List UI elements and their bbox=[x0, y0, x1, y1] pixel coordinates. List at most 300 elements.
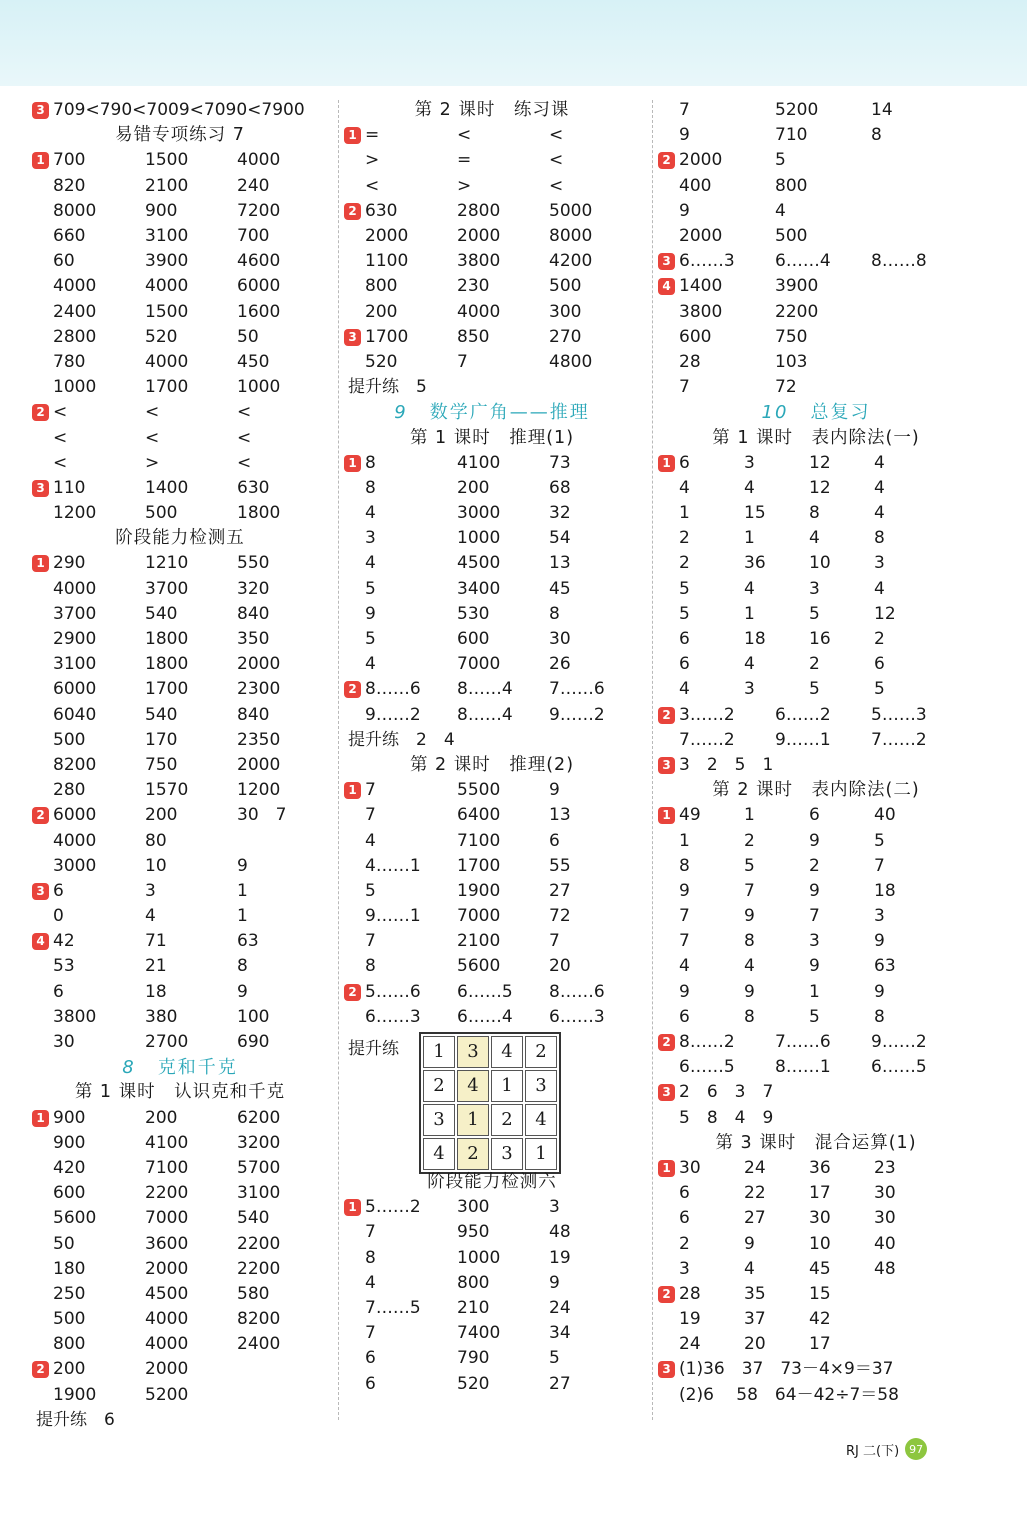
extension-exercise: 提升练 bbox=[348, 1038, 399, 1059]
answer-value: 4500 bbox=[145, 1283, 189, 1304]
section-heading: 第 1 课时 表内除法(一) bbox=[712, 427, 920, 448]
question-number-badge: 3 bbox=[658, 1084, 675, 1101]
answer-row bbox=[30, 1231, 330, 1256]
answer-value: 5……3 bbox=[871, 704, 927, 725]
answer-row bbox=[342, 1220, 642, 1245]
answer-value: 200 bbox=[457, 477, 490, 498]
question-number-badge: 2 bbox=[32, 1361, 49, 1378]
answer-value: 6040 bbox=[53, 704, 97, 725]
answer-value: 19 bbox=[679, 1309, 701, 1330]
answer-value: 63 bbox=[237, 931, 259, 952]
header-banner bbox=[0, 0, 1027, 86]
answer-value: 2100 bbox=[457, 931, 501, 952]
answer-value: 8000 bbox=[53, 200, 97, 221]
answer-value: > bbox=[457, 175, 472, 196]
answer-value: 350 bbox=[237, 629, 270, 650]
answer-row bbox=[656, 904, 976, 929]
answer-value: 9 bbox=[809, 880, 820, 901]
answer-row bbox=[30, 1383, 330, 1408]
answer-row bbox=[656, 476, 976, 501]
answer-row bbox=[30, 1307, 330, 1332]
answer-row bbox=[30, 879, 330, 904]
answer-value: 20 bbox=[744, 1334, 766, 1355]
answer-value: 1500 bbox=[145, 150, 189, 171]
answer-value: 5 bbox=[809, 679, 820, 700]
answer-value: 68 bbox=[549, 477, 571, 498]
answer-row bbox=[30, 148, 330, 173]
answer-value: 6……2 bbox=[775, 704, 831, 725]
answer-value: 4 bbox=[365, 553, 376, 574]
answer-value: 3800 bbox=[457, 251, 501, 272]
answer-value: > bbox=[145, 452, 160, 473]
question-number-badge: 3 bbox=[32, 883, 49, 900]
answer-value: 540 bbox=[145, 603, 178, 624]
answer-value: 1700 bbox=[365, 326, 409, 347]
answer-value: 2000 bbox=[679, 226, 723, 247]
answer-value: 18 bbox=[744, 629, 766, 650]
answer-value: < bbox=[237, 402, 252, 423]
answer-value: 8 bbox=[874, 1006, 885, 1027]
answer-value: 28 bbox=[679, 351, 701, 372]
answer-row bbox=[656, 1181, 976, 1206]
answer-value: 10 bbox=[145, 855, 167, 876]
answer-value: 27 bbox=[549, 880, 571, 901]
answer-row bbox=[30, 677, 330, 702]
answer-value: 1500 bbox=[145, 301, 189, 322]
answer-value: 4000 bbox=[457, 301, 501, 322]
answer-row bbox=[30, 652, 330, 677]
answer-value: 17 bbox=[809, 1183, 831, 1204]
answer-value: 1000 bbox=[457, 1247, 501, 1268]
answer-value: 1570 bbox=[145, 780, 189, 801]
answer-row bbox=[342, 224, 642, 249]
question-number-badge: 4 bbox=[658, 278, 675, 295]
answer-value: 36 bbox=[809, 1157, 831, 1178]
answer-value: 4 bbox=[874, 477, 885, 498]
column-divider bbox=[652, 100, 653, 1420]
answer-value: 5……6 bbox=[365, 981, 421, 1002]
answer-row bbox=[30, 501, 330, 526]
answer-value: 6 bbox=[679, 1183, 690, 1204]
answer-value: 240 bbox=[237, 175, 270, 196]
answer-value: 1 bbox=[744, 603, 755, 624]
answer-value: 300 bbox=[457, 1197, 490, 1218]
answer-value: 170 bbox=[145, 729, 178, 750]
answer-row bbox=[342, 854, 642, 879]
answer-value: 2 bbox=[679, 528, 690, 549]
answer-row bbox=[342, 677, 642, 702]
grid-cell: 1 bbox=[457, 1104, 489, 1136]
answer-value: 9……2 bbox=[365, 704, 421, 725]
answer-value: 4 bbox=[744, 654, 755, 675]
answer-value: 8 bbox=[365, 452, 376, 473]
answer-value: 5500 bbox=[457, 780, 501, 801]
extension-exercise: 提升练 2 4 bbox=[348, 729, 455, 750]
answer-value: < bbox=[549, 175, 564, 196]
answer-row bbox=[30, 753, 330, 778]
answer-row bbox=[30, 375, 330, 400]
answer-value: 4 bbox=[744, 578, 755, 599]
answer-value: 0 bbox=[53, 906, 64, 927]
answer-value: 9 bbox=[549, 780, 560, 801]
answer-value: 4 bbox=[679, 679, 690, 700]
grid-cell: 4 bbox=[423, 1138, 455, 1170]
answer-value: 2 bbox=[809, 654, 820, 675]
answer-value: < bbox=[145, 427, 160, 448]
answer-row bbox=[656, 199, 976, 224]
answer-row bbox=[656, 677, 976, 702]
answer-value: 9 bbox=[365, 603, 376, 624]
answer-value: 1400 bbox=[145, 477, 189, 498]
answer-value: = bbox=[457, 150, 472, 171]
answer-value: 6 bbox=[809, 805, 820, 826]
answer-value: 2200 bbox=[775, 301, 819, 322]
answer-value: 3 bbox=[679, 1258, 690, 1279]
answer-row bbox=[30, 350, 330, 375]
answer-value: 1700 bbox=[457, 855, 501, 876]
answer-value: 24 bbox=[744, 1157, 766, 1178]
answer-row bbox=[656, 1055, 976, 1080]
answer-row bbox=[342, 577, 642, 602]
extension-exercise: 提升练 5 bbox=[348, 377, 427, 398]
answer-value: < bbox=[53, 427, 68, 448]
answer-value: 580 bbox=[237, 1283, 270, 1304]
answer-value: 6……5 bbox=[457, 981, 513, 1002]
answer-value: < bbox=[549, 150, 564, 171]
answer-value: 17 bbox=[809, 1334, 831, 1355]
answer-value: 9 bbox=[679, 981, 690, 1002]
answer-value: 500 bbox=[53, 729, 86, 750]
answer-value: 5700 bbox=[237, 1157, 281, 1178]
answer-row bbox=[30, 400, 330, 425]
grid-cell: 4 bbox=[525, 1104, 557, 1136]
question-number-badge: 3 bbox=[32, 102, 49, 119]
answer-value: 8 bbox=[549, 603, 560, 624]
answer-column-1 bbox=[30, 98, 330, 1433]
answer-value: 1 bbox=[679, 503, 690, 524]
answer-row bbox=[30, 929, 330, 954]
answer-value: 24 bbox=[679, 1334, 701, 1355]
answer-value: < bbox=[237, 452, 252, 473]
answer-row bbox=[656, 551, 976, 576]
answer-value: 1000 bbox=[457, 528, 501, 549]
answer-value: 7 bbox=[744, 880, 755, 901]
answer-value: 9……1 bbox=[775, 729, 831, 750]
answer-value: 530 bbox=[457, 603, 490, 624]
answer-value: 180 bbox=[53, 1258, 86, 1279]
answer-value: 1700 bbox=[145, 377, 189, 398]
answer-row bbox=[30, 703, 330, 728]
answer-value: 3 bbox=[744, 452, 755, 473]
answer-row bbox=[30, 1106, 330, 1131]
answer-value: 600 bbox=[53, 1183, 86, 1204]
answer-value: 700 bbox=[53, 150, 86, 171]
answer-value: 10 bbox=[809, 553, 831, 574]
answer-value: 30 bbox=[809, 1208, 831, 1229]
answer-value: 3600 bbox=[145, 1233, 189, 1254]
answer-row bbox=[30, 980, 330, 1005]
answer-value: 6 bbox=[679, 654, 690, 675]
answer-value: 2800 bbox=[457, 200, 501, 221]
answer-value: 5000 bbox=[549, 200, 593, 221]
answer-value: 72 bbox=[775, 377, 797, 398]
answer-value: 800 bbox=[457, 1272, 490, 1293]
answer-value: 4000 bbox=[53, 830, 97, 851]
answer-value: 1210 bbox=[145, 553, 189, 574]
answer-value: 8000 bbox=[549, 226, 593, 247]
answer-value: 8 bbox=[679, 855, 690, 876]
answer-value: 820 bbox=[53, 175, 86, 196]
answer-row bbox=[656, 148, 976, 173]
answer-row bbox=[342, 199, 642, 224]
answer-value: 520 bbox=[145, 326, 178, 347]
answer-row bbox=[656, 980, 976, 1005]
answer-value: 4000 bbox=[53, 276, 97, 297]
answer-row bbox=[30, 425, 330, 450]
answer-value: 3 bbox=[549, 1197, 560, 1218]
answer-value: 4100 bbox=[145, 1132, 189, 1153]
answer-row bbox=[656, 224, 976, 249]
answer-value: 4600 bbox=[237, 251, 281, 272]
answer-row bbox=[342, 300, 642, 325]
answer-value: 7 bbox=[679, 377, 690, 398]
answer-row bbox=[30, 199, 330, 224]
answer-value: 100 bbox=[237, 1006, 270, 1027]
answer-value: 60 bbox=[53, 251, 75, 272]
answer-value: 8 bbox=[744, 931, 755, 952]
answer-row bbox=[30, 854, 330, 879]
answer-value: 4 bbox=[874, 578, 885, 599]
answer-row bbox=[30, 476, 330, 501]
answer-value: 7400 bbox=[457, 1323, 501, 1344]
answer-value: 71 bbox=[145, 931, 167, 952]
answer-row bbox=[656, 325, 976, 350]
extension-exercise: 提升练 6 bbox=[36, 1409, 115, 1430]
question-number-badge: 2 bbox=[32, 807, 49, 824]
answer-value: 5……2 bbox=[365, 1197, 421, 1218]
answer-value: 630 bbox=[237, 477, 270, 498]
answer-value: 900 bbox=[53, 1132, 86, 1153]
question-number-badge: 3 bbox=[658, 1361, 675, 1378]
answer-value: 4000 bbox=[145, 351, 189, 372]
answer-value: 2300 bbox=[237, 679, 281, 700]
chapter-heading bbox=[342, 400, 642, 425]
answer-value: 200 bbox=[145, 805, 178, 826]
answer-value: 500 bbox=[145, 503, 178, 524]
answer-value: 2 bbox=[874, 629, 885, 650]
answer-value: 1 bbox=[237, 906, 248, 927]
answer-value: 500 bbox=[53, 1309, 86, 1330]
answer-value: 40 bbox=[874, 1233, 896, 1254]
answer-row bbox=[342, 703, 642, 728]
answer-value: 8……1 bbox=[775, 1057, 831, 1078]
answer-row bbox=[342, 1371, 642, 1396]
answer-row bbox=[656, 929, 976, 954]
answer-value: 850 bbox=[457, 326, 490, 347]
answer-value: 7 bbox=[365, 931, 376, 952]
grid-cell: 2 bbox=[423, 1070, 455, 1102]
answer-row bbox=[656, 803, 976, 828]
answer-row bbox=[342, 1195, 642, 1220]
answer-value: 20 bbox=[549, 956, 571, 977]
answer-value: 8……6 bbox=[365, 679, 421, 700]
answer-value: 709<790<7009<7090<7900 bbox=[53, 100, 305, 121]
answer-value: 7 bbox=[457, 351, 468, 372]
answer-value: < bbox=[53, 402, 68, 423]
answer-value: 230 bbox=[457, 276, 490, 297]
answer-value: 13 bbox=[549, 553, 571, 574]
answer-row bbox=[656, 1030, 976, 1055]
answer-value: 24 bbox=[549, 1297, 571, 1318]
answer-value: 13 bbox=[549, 805, 571, 826]
answer-value: 30 bbox=[874, 1208, 896, 1229]
answer-row bbox=[30, 98, 330, 123]
answer-value: 3000 bbox=[53, 855, 97, 876]
answer-row bbox=[656, 300, 976, 325]
answer-value: 9 bbox=[237, 855, 248, 876]
answer-value: 2000 bbox=[679, 150, 723, 171]
grid-cell: 3 bbox=[525, 1070, 557, 1102]
answer-value: 9 bbox=[809, 956, 820, 977]
answer-value: 7 bbox=[549, 931, 560, 952]
answer-value: 6 bbox=[679, 1208, 690, 1229]
answer-row bbox=[342, 980, 642, 1005]
answer-value: 3700 bbox=[53, 603, 97, 624]
answer-value: 7000 bbox=[457, 654, 501, 675]
sudoku-puzzle bbox=[342, 1030, 642, 1170]
answer-value: 12 bbox=[874, 603, 896, 624]
answer-value: 30 bbox=[874, 1183, 896, 1204]
chapter-number: 9 bbox=[394, 402, 408, 424]
answer-value: 27 bbox=[744, 1208, 766, 1229]
answer-value: 103 bbox=[775, 351, 808, 372]
answer-value: 900 bbox=[145, 200, 178, 221]
question-number-badge: 2 bbox=[344, 203, 361, 220]
answer-value: 3 bbox=[874, 553, 885, 574]
answer-value: < bbox=[53, 452, 68, 473]
answer-value: 9 bbox=[237, 981, 248, 1002]
answer-value: 7000 bbox=[145, 1208, 189, 1229]
answer-value: 7……6 bbox=[549, 679, 605, 700]
answer-value: 1100 bbox=[365, 251, 409, 272]
grid-cell: 2 bbox=[491, 1104, 523, 1136]
answer-value: 5 bbox=[679, 578, 690, 599]
question-number-badge: 3 bbox=[344, 329, 361, 346]
answer-value: 3700 bbox=[145, 578, 189, 599]
answer-row bbox=[30, 224, 330, 249]
answer-value: 4 bbox=[775, 200, 786, 221]
answer-row bbox=[656, 1005, 976, 1030]
answer-value: 5 bbox=[744, 855, 755, 876]
answer-row bbox=[656, 652, 976, 677]
answer-value: < bbox=[457, 125, 472, 146]
edition-label: RJ 二(下) bbox=[846, 1443, 900, 1459]
answer-value: 8200 bbox=[237, 1309, 281, 1330]
answer-row bbox=[30, 1181, 330, 1206]
answer-value: 270 bbox=[549, 326, 582, 347]
answer-value: 1 bbox=[679, 830, 690, 851]
answer-value: 14 bbox=[871, 100, 893, 121]
answer-row bbox=[656, 1307, 976, 1332]
answer-value: 9 bbox=[679, 125, 690, 146]
answer-value: 780 bbox=[53, 351, 86, 372]
answer-row bbox=[342, 879, 642, 904]
answer-value: 9 bbox=[679, 200, 690, 221]
answer-row bbox=[30, 300, 330, 325]
answer-row bbox=[30, 1030, 330, 1055]
chapter-title: 数学广角——推理 bbox=[429, 402, 590, 424]
answer-value: 34 bbox=[549, 1323, 571, 1344]
answer-value: 280 bbox=[53, 780, 86, 801]
answer-row bbox=[656, 854, 976, 879]
question-number-badge: 1 bbox=[344, 127, 361, 144]
section-heading: 第 1 课时 推理(1) bbox=[409, 427, 575, 448]
answer-value: 200 bbox=[365, 301, 398, 322]
chapter-title: 克和千克 bbox=[157, 1057, 238, 1079]
answer-row bbox=[656, 451, 976, 476]
answer-value: 3100 bbox=[237, 1183, 281, 1204]
grid-cell: 4 bbox=[457, 1070, 489, 1102]
answer-value: 12 bbox=[809, 452, 831, 473]
answer-value: 2 6 3 7 bbox=[679, 1082, 774, 1103]
answer-value: 48 bbox=[874, 1258, 896, 1279]
answer-value: 4 bbox=[365, 830, 376, 851]
answer-value: 15 bbox=[744, 503, 766, 524]
answer-value: 4 bbox=[874, 503, 885, 524]
answer-value: 27 bbox=[549, 1373, 571, 1394]
answer-value: 3 bbox=[365, 528, 376, 549]
answer-value: 3000 bbox=[457, 503, 501, 524]
section-heading: 第 1 课时 认识克和千克 bbox=[74, 1082, 286, 1103]
answer-value: 9 bbox=[744, 981, 755, 1002]
answer-value: 40 bbox=[874, 805, 896, 826]
section-heading: 第 2 课时 练习课 bbox=[414, 100, 570, 121]
answer-value: 6400 bbox=[457, 805, 501, 826]
answer-row bbox=[30, 274, 330, 299]
answer-value: 15 bbox=[809, 1283, 831, 1304]
answer-value: 5 bbox=[365, 578, 376, 599]
answer-value: 5 bbox=[874, 830, 885, 851]
answer-row bbox=[342, 123, 642, 148]
answer-value: 9 bbox=[744, 1233, 755, 1254]
answer-row bbox=[656, 249, 976, 274]
answer-row bbox=[656, 828, 976, 853]
answer-value: 2350 bbox=[237, 729, 281, 750]
section-heading: 第 3 课时 混合运算(1) bbox=[715, 1132, 917, 1153]
answer-row bbox=[30, 627, 330, 652]
answer-value: 50 bbox=[53, 1233, 75, 1254]
question-number-badge: 2 bbox=[658, 152, 675, 169]
answer-value: 7100 bbox=[457, 830, 501, 851]
answer-value: 800 bbox=[365, 276, 398, 297]
answer-value: 9 bbox=[874, 931, 885, 952]
answer-row bbox=[30, 1282, 330, 1307]
answer-row bbox=[30, 904, 330, 929]
answer-value: 6……4 bbox=[457, 1006, 513, 1027]
answer-value: 6 bbox=[53, 880, 64, 901]
answer-value: 7 bbox=[365, 1222, 376, 1243]
answer-value: 1 bbox=[744, 805, 755, 826]
answer-value: 23 bbox=[874, 1157, 896, 1178]
answer-value: 55 bbox=[549, 855, 571, 876]
chapter-heading bbox=[656, 400, 976, 425]
answer-value: 4 bbox=[679, 956, 690, 977]
answer-value: < bbox=[365, 175, 380, 196]
answer-value: 420 bbox=[53, 1157, 86, 1178]
answer-row bbox=[656, 954, 976, 979]
grid-cell: 1 bbox=[491, 1070, 523, 1102]
question-number-badge: 2 bbox=[344, 681, 361, 698]
